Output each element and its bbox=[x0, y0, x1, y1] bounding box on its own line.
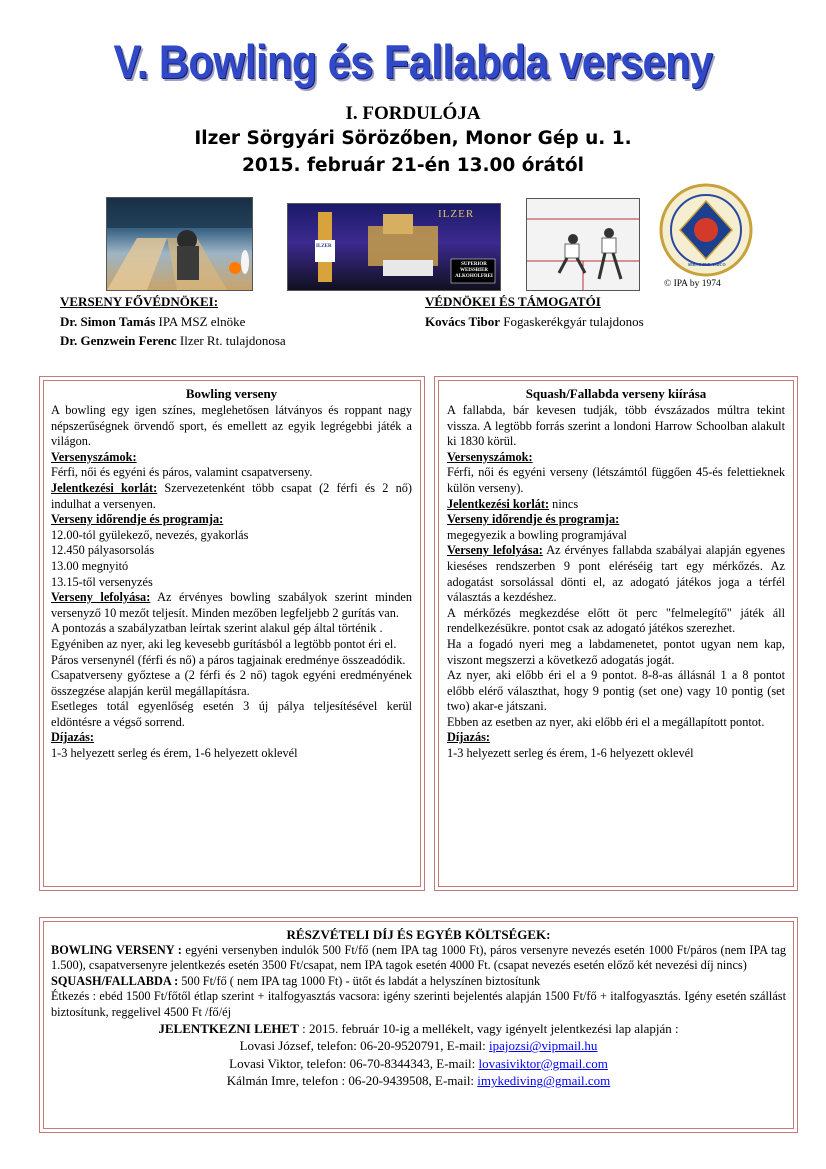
bowling-box bbox=[43, 380, 421, 887]
bowling-limit-heading: Jelentkezési korlát: bbox=[51, 480, 158, 495]
fees-squash-text: 500 Ft/fő ( nem IPA tag 1000 Ft) - ütőt és labdát a helyszínen biztosítunk bbox=[178, 973, 541, 988]
squash-photo bbox=[526, 198, 640, 291]
squash-prizes: 1-3 helyezett serleg és érem, 1-6 helyezett oklevél bbox=[447, 746, 694, 761]
squash-events: Férfi, női és egyéni verseny (létszámtól függően 45-és felettieknek külön verseny). bbox=[447, 465, 785, 495]
contact-row bbox=[51, 1073, 786, 1089]
patron-row bbox=[60, 332, 286, 349]
bowling-photo bbox=[106, 197, 253, 291]
patron-role: Fogaskerékgyár tulajdonos bbox=[500, 314, 644, 329]
email-link[interactable]: imykediving@gmail.com bbox=[477, 1073, 611, 1089]
bowling-title: Bowling verseny bbox=[185, 386, 278, 401]
schedule-item: 12.450 pályasorsolás bbox=[51, 543, 155, 558]
round-heading: I. FORDULÓJA bbox=[345, 103, 481, 124]
squash-win2: Ebben az esetben az nyer, aki előbb éri el a megállapított pontot. bbox=[447, 714, 765, 729]
contact-row bbox=[51, 1038, 786, 1054]
patron-role: IPA MSZ elnöke bbox=[155, 314, 246, 329]
bowling-intro: A bowling egy igen színes, meglehetősen látványos és roppant nagy népszerűségnek örvendő sport, és emellett az egyik legrégebbi játék a világon. bbox=[51, 403, 412, 449]
patrons-left-heading: VERSENY FŐVÉDNÖKEI: bbox=[60, 294, 219, 309]
fees-food: Étkezés : ebéd 1500 Ft/főtől étlap szerint + italfogyasztás vacsora: igény szerinti bejelentés alapján 1500 Ft/fő + italfogyasztás. Igény esetén szállást biztosítunk, reggelivel 4500 Ft /fő/éj bbox=[51, 989, 786, 1019]
squash-box bbox=[438, 380, 794, 887]
squash-events-heading: Versenyszámok: bbox=[447, 449, 533, 464]
fees-title: RÉSZVÉTELI DÍJ ÉS EGYÉB KÖLTSÉGEK: bbox=[286, 927, 551, 942]
patron-row bbox=[60, 313, 245, 330]
patrons-right-heading: VÉDNÖKEI ÉS TÁMOGATÓI bbox=[425, 294, 601, 309]
patron-name: Dr. Genzwein Ferenc bbox=[60, 333, 177, 348]
apply-text: : 2015. február 10-ig a mellékelt, vagy igényelt jelentkezési lap alapján : bbox=[298, 1020, 679, 1036]
bowling-events-heading: Versenyszámok: bbox=[51, 449, 137, 464]
squash-schedule: megegyezik a bowling programjával bbox=[447, 527, 627, 542]
bowling-pairs: Páros versenynél (férfi és nő) a páros tagjainak eredménye összeadódik. bbox=[51, 652, 406, 667]
squash-course-heading: Verseny lefolyása: bbox=[447, 543, 543, 558]
ilzer-banner: SUPERIOR WEISSBIER ALKOHOLFREI bbox=[455, 262, 493, 279]
venue-heading: Ilzer Sörgyári Sörözőben, Monor Gép u. 1. bbox=[194, 128, 632, 149]
patron-row bbox=[425, 313, 644, 330]
squash-limit: nincs bbox=[549, 496, 579, 511]
contact-text: Kálmán Imre, telefon : 06-20-9439508, E-mail: bbox=[226, 1073, 478, 1089]
bowling-prizes-heading: Díjazás: bbox=[51, 730, 95, 745]
squash-limit-heading: Jelentkezési korlát: bbox=[447, 496, 550, 511]
bowling-events: Férfi, női és egyéni és páros, valamint csapatverseny. bbox=[51, 465, 313, 480]
patron-role: Ilzer Rt. tulajdonosa bbox=[176, 333, 286, 348]
date-heading: 2015. február 21-én 13.00 órától bbox=[242, 155, 584, 176]
bowling-prizes: 1-3 helyezett serleg és érem, 1-6 helyezett oklevél bbox=[51, 746, 298, 761]
contact-text: Lovasi József, telefon: 06-20-9520791, E-mail: bbox=[239, 1038, 490, 1054]
squash-intro: A fallabda, bár kevesen tudják, több évszázados múltra tekint vissza. A legtöbb forrás szerint a londoni Harrow Schoolban alakult ki 1830 körül. bbox=[447, 403, 785, 449]
squash-win: Az nyer, aki előbb éri el a 9 pontot. 8-8-as állásnál 1 a 8 pontot előbb elérő választhat, hogy 9 pontig (set one) vagy 10 pontig (set two) akar-e játszani. bbox=[447, 668, 785, 714]
bowling-individual: Egyéniben az nyer, aki leg kevesebb gurításból a legtöbb pontot éri el. bbox=[51, 636, 397, 651]
squash-course: Az érvényes fallabda szabályai alapján egyenes kieséses rendszerben 9 pont eléréséig tart egy mérkőzés. Az adogatást sorsolással dönti el, az adogató játékos joga a térfél választás a kezdéshez. bbox=[447, 543, 785, 605]
schedule-item: 13.15-től versenyzés bbox=[51, 574, 153, 589]
fees-squash-label: SQUASH/FALLABDA : bbox=[51, 973, 179, 988]
schedule-item: 12.00-tól gyülekező, nevezés, gyakorlás bbox=[51, 527, 249, 542]
fees-box bbox=[43, 921, 794, 1129]
page-title: V. Bowling és Fallabda verseny bbox=[113, 35, 713, 88]
bowling-course: Az érvényes bowling szabályok szerint minden versenyző 10 mezőt teljesít. Minden mezőben legfeljebb 2 gurítás van. bbox=[51, 590, 412, 620]
bowling-schedule-heading: Verseny időrendje és programja: bbox=[51, 512, 224, 527]
fees-bowling-text: egyéni versenyben indulók 500 Ft/fő (nem IPA tag 1000 Ft), páros versenyre nevezés esetén 1000 Ft/páros (nem IPA tag 1.500), csapatversenyre jelentkezés esetén 3500 Ft/csapat, nem IPA tagok esetén 4000 Ft. (csapat nevezés esetén előző két nevezési díj nincs) bbox=[51, 942, 786, 973]
squash-prizes-heading: Díjazás: bbox=[447, 730, 491, 745]
bowling-scoring: A pontozás a szabályzatban leírtak szerint alakul gép által történik . bbox=[51, 621, 383, 636]
apply-label: JELENTKEZNI LEHET bbox=[158, 1020, 299, 1036]
ilzer-logo-text: ILZER bbox=[438, 208, 475, 220]
bowling-limit: Szervezetenként több csapat (2 férfi és 2 nő) indulhat a versenyen. bbox=[51, 480, 412, 511]
patron-name: Dr. Simon Tamás bbox=[60, 314, 156, 329]
ipa-seal bbox=[656, 183, 756, 278]
patron-name: Kovács Tibor bbox=[425, 314, 501, 329]
ipa-seal-text: SERVO PER AMICO bbox=[688, 262, 726, 267]
squash-schedule-heading: Verseny időrendje és programja: bbox=[447, 512, 620, 527]
bowling-tie: Esetleges totál egyenlőség esetén 3 új pálya teljesítésével kerül eldöntésre a végső sorrend. bbox=[51, 699, 412, 729]
ilzer-bottle-text: ILZER bbox=[316, 244, 332, 249]
squash-rally: Ha a fogadó nyeri meg a labdamenetet, pontot ugyan nem kap, viszont megszerzi a következő adogatás jogát. bbox=[447, 636, 785, 667]
ilzer-photo bbox=[287, 203, 501, 291]
bowling-course-heading: Verseny lefolyása: bbox=[51, 590, 151, 605]
contact-text: Lovasi Viktor, telefon: 06-70-8344343, E-mail: bbox=[229, 1055, 479, 1071]
email-link[interactable]: lovasiviktor@gmail.com bbox=[478, 1055, 608, 1071]
bowling-team: Csapatverseny győztese a (2 férfi és 2 nő) tagok egyéni eredményének összegzése alapján kerül megállapításra. bbox=[51, 668, 412, 698]
email-link[interactable]: ipajozsi@vipmail.hu bbox=[489, 1038, 598, 1054]
schedule-item: 13.00 megnyitó bbox=[51, 558, 129, 573]
ipa-copyright: © IPA by 1974 bbox=[664, 279, 721, 289]
contact-row bbox=[51, 1056, 786, 1072]
squash-title: Squash/Fallabda verseny kiírása bbox=[525, 386, 707, 401]
fees-bowling-label: BOWLING VERSENY : bbox=[51, 942, 182, 957]
squash-warmup: A mérkőzés megkezdése előtt öt perc "felmelegítő" játék áll rendelkezésükre. pontot csak az adogató játékos szerezhet. bbox=[447, 605, 785, 636]
